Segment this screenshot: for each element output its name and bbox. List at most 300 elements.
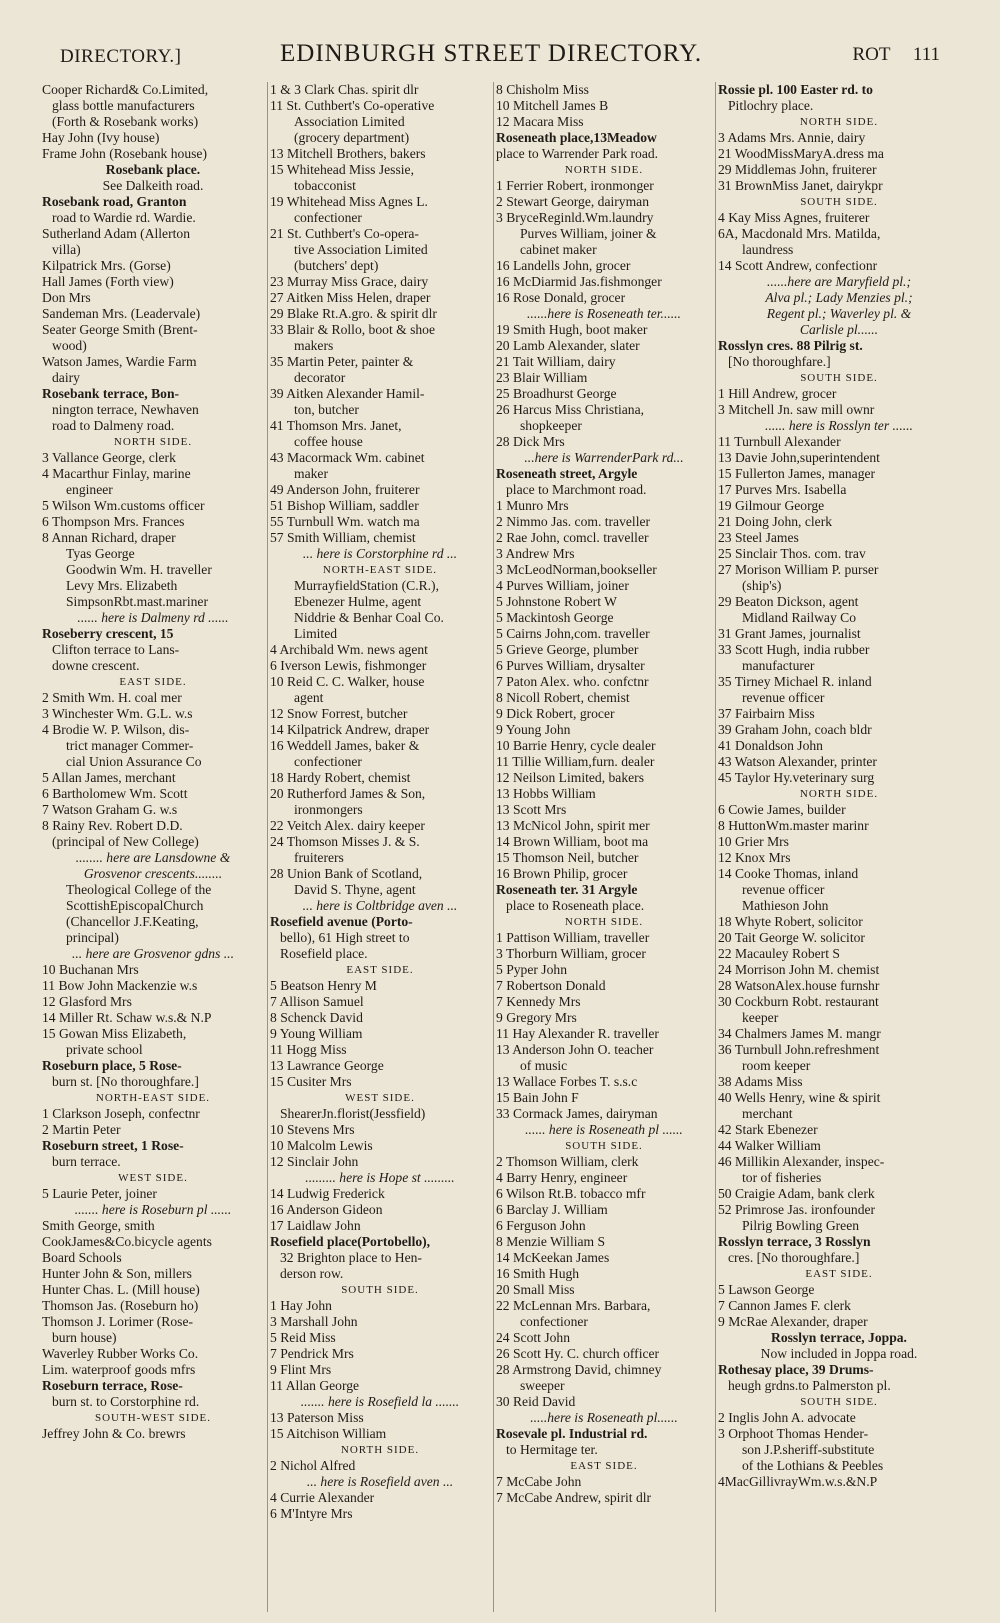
- street-heading: Roseneath street, Argyle: [496, 466, 638, 481]
- directory-entry: fruiterers: [294, 850, 344, 865]
- directory-entry: 24 Thomson Misses J. & S.: [270, 834, 420, 849]
- directory-entry: room keeper: [742, 1058, 811, 1073]
- directory-entry: 14 Kilpatrick Andrew, draper: [270, 722, 430, 737]
- directory-entry: 9 Young William: [270, 1026, 363, 1041]
- directory-entry: 57 Smith William, chemist: [270, 530, 416, 545]
- directory-entry: 41 Thomson Mrs. Janet,: [270, 418, 402, 433]
- directory-entry: villa): [52, 242, 81, 257]
- directory-entry: burn st. to Corstorphine rd.: [52, 1394, 200, 1409]
- directory-entry: ShearerJn.florist(Jessfield): [280, 1106, 426, 1121]
- cross-street-note: ...... here is Dalmeny rd ......: [77, 610, 229, 625]
- cross-street-note: ...here is WarrenderPark rd...: [524, 450, 684, 465]
- column-2: [270, 82, 490, 1612]
- directory-entry: 7 Cannon James F. clerk: [718, 1298, 851, 1313]
- directory-entry: 28 Dick Mrs: [496, 434, 565, 449]
- directory-entry: Limited: [294, 626, 338, 641]
- directory-entry: 8 HuttonWm.master marinr: [718, 818, 869, 833]
- directory-entry: 7 Allison Samuel: [270, 994, 364, 1009]
- directory-entry: 6 M'Intyre Mrs: [270, 1506, 353, 1521]
- directory-entry: 5 Johnstone Robert W: [496, 594, 617, 609]
- directory-entry: 12 Macara Miss: [496, 114, 584, 129]
- directory-entry: 9 Young John: [496, 722, 571, 737]
- directory-entry: 10 Barrie Henry, cycle dealer: [496, 738, 656, 753]
- directory-entry: Tyas George: [66, 546, 135, 561]
- directory-entry: 5 Grieve George, plumber: [496, 642, 639, 657]
- cross-street-note: ... here is Rosefield aven ...: [306, 1474, 454, 1489]
- cross-street-note: ...... here is Rosslyn ter ......: [765, 418, 913, 433]
- directory-entry: 11 Tillie William,furn. dealer: [496, 754, 655, 769]
- directory-entry: 14 Scott Andrew, confectionr: [718, 258, 878, 273]
- directory-entry: Sutherland Adam (Allerton: [42, 226, 190, 241]
- directory-entry: 14 Brown William, boot ma: [496, 834, 649, 849]
- directory-entry: 6 Cowie James, builder: [718, 802, 846, 817]
- directory-entry: Ebenezer Hulme, agent: [294, 594, 422, 609]
- directory-entry: private school: [66, 1042, 143, 1057]
- directory-entry: 25 Sinclair Thos. com. trav: [718, 546, 866, 561]
- directory-entry: Goodwin Wm. H. traveller: [66, 562, 212, 577]
- directory-entry: 12 Sinclair John: [270, 1154, 359, 1169]
- directory-entry: 8 Nicoll Robert, chemist: [496, 690, 630, 705]
- directory-entry: 4 Kay Miss Agnes, fruiterer: [718, 210, 870, 225]
- directory-entry: 35 Martin Peter, painter &: [270, 354, 414, 369]
- directory-entry: 3 Vallance George, clerk: [42, 450, 176, 465]
- directory-entry: 9 Gregory Mrs: [496, 1010, 577, 1025]
- directory-entry: 46 Millikin Alexander, inspec-: [718, 1154, 885, 1169]
- directory-entry: 29 Middlemas John, fruiterer: [718, 162, 877, 177]
- directory-entry: 27 Aitken Miss Helen, draper: [270, 290, 431, 305]
- directory-entry: 8 Chisholm Miss: [496, 82, 589, 97]
- street-heading: Rosebank road, Granton: [42, 194, 187, 209]
- directory-entry: 4 Barry Henry, engineer: [496, 1170, 628, 1185]
- street-heading: Rosevale pl. Industrial rd.: [496, 1426, 648, 1441]
- directory-entry: 16 Landells John, grocer: [496, 258, 631, 273]
- side-label: NORTH SIDE.: [799, 788, 879, 800]
- street-heading: Roseberry crescent, 15: [42, 626, 174, 641]
- side-label: NORTH SIDE.: [799, 116, 879, 128]
- directory-entry: 5 Cairns John,com. traveller: [496, 626, 650, 641]
- directory-entry: CookJames&Co.bicycle agents: [42, 1234, 212, 1249]
- directory-entry: 28 Union Bank of Scotland,: [270, 866, 423, 881]
- directory-entry: 3 Adams Mrs. Annie, dairy: [718, 130, 866, 145]
- directory-entry: 39 Aitken Alexander Hamil-: [270, 386, 425, 401]
- directory-entry: 3 Mitchell Jn. saw mill ownr: [718, 402, 875, 417]
- directory-entry: 20 Small Miss: [496, 1282, 575, 1297]
- directory-entry: confectioner: [294, 210, 362, 225]
- directory-entry: 2 Smith Wm. H. coal mer: [42, 690, 182, 705]
- directory-entry: See Dalkeith road.: [102, 178, 204, 193]
- side-label: NORTH SIDE.: [564, 916, 644, 928]
- directory-entry: laundress: [742, 242, 794, 257]
- directory-entry: 11 Hogg Miss: [270, 1042, 347, 1057]
- directory-entry: downe crescent.: [52, 658, 140, 673]
- directory-entry: 1 Clarkson Joseph, confectnr: [42, 1106, 200, 1121]
- directory-entry: 1 Ferrier Robert, ironmonger: [496, 178, 654, 193]
- directory-entry: 10 Mitchell James B: [496, 98, 609, 113]
- directory-entry: (Forth & Rosebank works): [52, 114, 199, 129]
- directory-entry: David S. Thyne, agent: [294, 882, 416, 897]
- directory-entry: Purves William, joiner &: [520, 226, 657, 241]
- directory-entry: cabinet maker: [520, 242, 597, 257]
- directory-entry: shopkeeper: [520, 418, 582, 433]
- directory-entry: place to Warrender Park road.: [496, 146, 659, 161]
- directory-entry: 9 McRae Alexander, draper: [718, 1314, 868, 1329]
- directory-entry: 15 Whitehead Miss Jessie,: [270, 162, 414, 177]
- directory-entry: Hunter Chas. L. (Mill house): [42, 1282, 200, 1297]
- directory-entry: 33 Scott Hugh, india rubber: [718, 642, 870, 657]
- directory-entry: 7 Paton Alex. who. confctnr: [496, 674, 649, 689]
- page-number: 111: [912, 44, 940, 65]
- directory-entry: 52 Primrose Jas. ironfounder: [718, 1202, 876, 1217]
- directory-entry: 13 Scott Mrs: [496, 802, 567, 817]
- directory-entry: glass bottle manufacturers: [52, 98, 195, 113]
- side-label: NORTH-EAST SIDE.: [322, 564, 438, 576]
- directory-entry: burn terrace.: [52, 1154, 121, 1169]
- cross-street-note: ...... here is Roseneath pl ......: [525, 1122, 683, 1137]
- directory-entry: 9 Dick Robert, grocer: [496, 706, 615, 721]
- directory-entry: 23 Murray Miss Grace, dairy: [270, 274, 429, 289]
- directory-entry: 16 Rose Donald, grocer: [496, 290, 626, 305]
- directory-entry: 36 Turnbull John.refreshment: [718, 1042, 880, 1057]
- directory-entry: son J.P.sheriff-substitute: [742, 1442, 875, 1457]
- cross-street-note: Grosvenor crescents........: [83, 866, 223, 881]
- directory-entry: 4 Archibald Wm. news agent: [270, 642, 428, 657]
- directory-entry: 9 Flint Mrs: [270, 1362, 332, 1377]
- directory-entry: 7 Pendrick Mrs: [270, 1346, 354, 1361]
- cross-street-note: Alva pl.; Lady Menzies pl.;: [765, 290, 913, 305]
- directory-entry: 16 McDiarmid Jas.fishmonger: [496, 274, 662, 289]
- directory-entry: 12 Knox Mrs: [718, 850, 791, 865]
- directory-entry: 42 Stark Ebenezer: [718, 1122, 818, 1137]
- directory-entry: ScottishEpiscopalChurch: [66, 898, 204, 913]
- column-divider: [715, 82, 716, 1612]
- directory-entry: 10 Malcolm Lewis: [270, 1138, 373, 1153]
- directory-entry: 40 Wells Henry, wine & spirit: [718, 1090, 881, 1105]
- directory-entry: 2 Thomson William, clerk: [496, 1154, 639, 1169]
- directory-entry: Clifton terrace to Lans-: [52, 642, 180, 657]
- directory-entry: 14 McKeekan James: [496, 1250, 610, 1265]
- header-title: EDINBURGH STREET DIRECTORY.: [280, 40, 703, 67]
- street-heading: Roseneath ter. 31 Argyle: [496, 882, 638, 897]
- directory-entry: Jeffrey John & Co. brewrs: [42, 1426, 186, 1441]
- directory-entry: 16 Weddell James, baker &: [270, 738, 420, 753]
- directory-entry: 16 Anderson Gideon: [270, 1202, 383, 1217]
- directory-entry: 4 Macarthur Finlay, marine: [42, 466, 191, 481]
- directory-entry: 1 & 3 Clark Chas. spirit dlr: [270, 82, 419, 97]
- directory-entry: 22 McLennan Mrs. Barbara,: [496, 1298, 651, 1313]
- directory-entry: 5 Laurie Peter, joiner: [42, 1186, 157, 1201]
- directory-entry: Hunter John & Son, millers: [42, 1266, 192, 1281]
- directory-entry: 21 Doing John, clerk: [718, 514, 833, 529]
- directory-entry: keeper: [742, 1010, 779, 1025]
- directory-entry: Watson James, Wardie Farm: [42, 354, 197, 369]
- directory-entry: 2 Rae John, comcl. traveller: [496, 530, 649, 545]
- directory-entry: 6 Purves William, drysalter: [496, 658, 645, 673]
- directory-entry: tobacconist: [294, 178, 356, 193]
- directory-entry: 17 Laidlaw John: [270, 1218, 361, 1233]
- directory-entry: 41 Donaldson John: [718, 738, 823, 753]
- directory-entry: Kilpatrick Mrs. (Gorse): [42, 258, 171, 273]
- street-heading: Rosefield place(Portobello),: [270, 1234, 431, 1249]
- side-label: SOUTH SIDE.: [341, 1284, 419, 1296]
- directory-entry: burn house): [52, 1330, 117, 1345]
- directory-entry: 1 Hill Andrew, grocer: [718, 386, 837, 401]
- directory-entry: trict manager Commer-: [66, 738, 194, 753]
- directory-entry: 37 Fairbairn Miss: [718, 706, 815, 721]
- directory-entry: 14 Miller Rt. Schaw w.s.& N.P: [42, 1010, 212, 1025]
- directory-entry: 29 Beaton Dickson, agent: [718, 594, 859, 609]
- directory-entry: Levy Mrs. Elizabeth: [66, 578, 178, 593]
- directory-entry: 8 Rainy Rev. Robert D.D.: [42, 818, 183, 833]
- cross-street-note: Carlisle pl......: [799, 322, 879, 337]
- directory-entry: Cooper Richard& Co.Limited,: [42, 82, 209, 97]
- directory-entry: 15 Cusiter Mrs: [270, 1074, 352, 1089]
- directory-entry: 15 Thomson Neil, butcher: [496, 850, 639, 865]
- directory-entry: 27 Morison William P. purser: [718, 562, 879, 577]
- directory-entry: of the Lothians & Peebles: [742, 1458, 884, 1473]
- directory-entry: 2 Inglis John A. advocate: [718, 1410, 856, 1425]
- directory-entry: 6 Barclay J. William: [496, 1202, 608, 1217]
- directory-entry: SimpsonRbt.mast.mariner: [66, 594, 208, 609]
- column-4: [718, 82, 960, 1612]
- directory-entry: principal): [66, 930, 119, 945]
- cross-street-note: ... here is Corstorphine rd ...: [302, 546, 458, 561]
- street-heading: Rosebank terrace, Bon-: [42, 386, 180, 401]
- directory-entry: tive Association Limited: [294, 242, 428, 257]
- directory-entry: road to Wardie rd. Wardie.: [52, 210, 196, 225]
- directory-entry: 16 Smith Hugh: [496, 1266, 580, 1281]
- directory-entry: Hay John (Ivy house): [42, 130, 160, 145]
- cross-street-note: Regent pl.; Waverley pl. &: [766, 306, 912, 321]
- directory-entry: 19 Gilmour George: [718, 498, 825, 513]
- directory-entry: 24 Morrison John M. chemist: [718, 962, 880, 977]
- directory-entry: 13 Davie John,superintendent: [718, 450, 880, 465]
- directory-entry: tor of fisheries: [742, 1170, 822, 1185]
- directory-entry: to Hermitage ter.: [506, 1442, 598, 1457]
- directory-entry: cial Union Assurance Co: [66, 754, 202, 769]
- directory-entry: revenue officer: [742, 690, 825, 705]
- header-right: [834, 44, 940, 66]
- street-heading: Rothesay place, 39 Drums-: [718, 1362, 874, 1377]
- directory-entry: 35 Tirney Michael R. inland: [718, 674, 872, 689]
- side-label: SOUTH SIDE.: [800, 196, 878, 208]
- directory-entry: dairy: [52, 370, 80, 385]
- street-heading: Roseburn place, 5 Rose-: [42, 1058, 182, 1073]
- directory-entry: 10 Grier Mrs: [718, 834, 789, 849]
- directory-entry: ironmongers: [294, 802, 363, 817]
- directory-entry: 22 Veitch Alex. dairy keeper: [270, 818, 425, 833]
- street-heading: Roseneath place,13Meadow: [496, 130, 657, 145]
- side-label: WEST SIDE.: [118, 1172, 188, 1184]
- directory-entry: 12 Snow Forrest, butcher: [270, 706, 408, 721]
- street-heading: Rossie pl. 100 Easter rd. to: [718, 82, 873, 97]
- side-label: NORTH-EAST SIDE.: [95, 1092, 211, 1104]
- directory-entry: 15 Bain John F: [496, 1090, 579, 1105]
- directory-entry: 21 St. Cuthbert's Co-opera-: [270, 226, 419, 241]
- directory-entry: makers: [294, 338, 334, 353]
- directory-entry: 5 Mackintosh George: [496, 610, 614, 625]
- directory-entry: 15 Aitchison William: [270, 1426, 387, 1441]
- directory-entry: Association Limited: [294, 114, 405, 129]
- directory-entry: place to Marchmont road.: [506, 482, 647, 497]
- directory-entry: confectioner: [294, 754, 362, 769]
- page-header: [60, 38, 940, 78]
- street-heading: Rosefield avenue (Porto-: [270, 914, 413, 929]
- directory-entry: 28 Armstrong David, chimney: [496, 1362, 662, 1377]
- directory-entry: of music: [520, 1058, 568, 1073]
- cross-street-note: ......here is Roseneath ter......: [527, 306, 681, 321]
- directory-entry: decorator: [294, 370, 346, 385]
- street-heading: Roseburn terrace, Rose-: [42, 1378, 183, 1393]
- directory-entry: 12 Glasford Mrs: [42, 994, 132, 1009]
- directory-entry: 2 Stewart George, dairyman: [496, 194, 650, 209]
- directory-entry: revenue officer: [742, 882, 825, 897]
- directory-entry: 18 Hardy Robert, chemist: [270, 770, 411, 785]
- side-label: EAST SIDE.: [805, 1268, 873, 1280]
- directory-entry: 13 Lawrance George: [270, 1058, 384, 1073]
- directory-entry: 33 Cormack James, dairyman: [496, 1106, 658, 1121]
- directory-entry: 43 Watson Alexander, printer: [718, 754, 877, 769]
- directory-entry: 7 McCabe John: [496, 1474, 582, 1489]
- directory-entry: 15 Fullerton James, manager: [718, 466, 876, 481]
- side-label: NORTH SIDE.: [564, 164, 644, 176]
- directory-entry: 6 Bartholomew Wm. Scott: [42, 786, 188, 801]
- directory-columns: [42, 82, 960, 1612]
- directory-entry: 15 Gowan Miss Elizabeth,: [42, 1026, 187, 1041]
- directory-entry: 7 Kennedy Mrs: [496, 994, 581, 1009]
- directory-entry: 25 Broadhurst George: [496, 386, 617, 401]
- side-label: SOUTH-WEST SIDE.: [94, 1412, 211, 1424]
- directory-entry: 13 Paterson Miss: [270, 1410, 364, 1425]
- directory-entry: 3 BryceReginld.Wm.laundry: [496, 210, 654, 225]
- directory-entry: Lim. waterproof goods mfrs: [42, 1362, 196, 1377]
- directory-entry: sweeper: [520, 1378, 565, 1393]
- directory-entry: 7 Watson Graham G. w.s: [42, 802, 178, 817]
- directory-entry: Frame John (Rosebank house): [42, 146, 207, 161]
- directory-entry: 4 Purves William, joiner: [496, 578, 629, 593]
- directory-entry: merchant: [742, 1106, 793, 1121]
- directory-entry: 6 Ferguson John: [496, 1218, 586, 1233]
- directory-entry: 24 Scott John: [496, 1330, 571, 1345]
- directory-entry: 51 Bishop William, saddler: [270, 498, 419, 513]
- directory-entry: 6 Iverson Lewis, fishmonger: [270, 658, 427, 673]
- directory-entry: 22 Macauley Robert S: [718, 946, 840, 961]
- directory-entry: 26 Harcus Miss Christiana,: [496, 402, 645, 417]
- directory-entry: 11 Hay Alexander R. traveller: [496, 1026, 659, 1041]
- directory-entry: 10 Reid C. C. Walker, house: [270, 674, 425, 689]
- cross-street-note: ... here are Grosvenor gdns ...: [72, 946, 234, 961]
- directory-entry: 2 Nichol Alfred: [270, 1458, 356, 1473]
- directory-entry: Midland Railway Co: [742, 610, 857, 625]
- side-label: NORTH SIDE.: [340, 1444, 420, 1456]
- directory-entry: (ship's): [742, 578, 782, 593]
- directory-entry: heugh grdns.to Palmerston pl.: [728, 1378, 891, 1393]
- directory-entry: 33 Blair & Rollo, boot & shoe: [270, 322, 436, 337]
- directory-entry: 11 Allan George: [270, 1378, 360, 1393]
- directory-entry: 21 Tait William, dairy: [496, 354, 616, 369]
- street-heading: Rosslyn terrace, 3 Rosslyn: [718, 1234, 871, 1249]
- directory-entry: 34 Chalmers James M. mangr: [718, 1026, 881, 1041]
- directory-entry: road to Dalmeny road.: [52, 418, 175, 433]
- directory-entry: 39 Graham John, coach bldr: [718, 722, 872, 737]
- street-heading: Rosslyn terrace, Joppa.: [771, 1330, 907, 1345]
- directory-entry: coffee house: [294, 434, 363, 449]
- directory-entry: 7 Robertson Donald: [496, 978, 606, 993]
- directory-entry: confectioner: [520, 1314, 588, 1329]
- header-section-label: DIRECTORY.]: [60, 46, 182, 67]
- directory-entry: (Chancellor J.F.Keating,: [66, 914, 199, 929]
- directory-entry: 28 WatsonAlex.house furnshr: [718, 978, 880, 993]
- side-label: SOUTH SIDE.: [800, 1396, 878, 1408]
- directory-entry: 18 Whyte Robert, solicitor: [718, 914, 863, 929]
- directory-entry: 4 Currie Alexander: [270, 1490, 375, 1505]
- directory-entry: derson row.: [280, 1266, 344, 1281]
- column-1: [42, 82, 264, 1612]
- directory-entry: (grocery department): [294, 130, 410, 145]
- directory-entry: 10 Stevens Mrs: [270, 1122, 355, 1137]
- directory-entry: Sandeman Mrs. (Leadervale): [42, 306, 201, 321]
- directory-entry: 11 Bow John Mackenzie w.s: [42, 978, 198, 993]
- directory-entry: 2 Martin Peter: [42, 1122, 121, 1137]
- cross-street-note: ....... here is Rosefield la .......: [300, 1394, 460, 1409]
- directory-entry: 13 McNicol John, spirit mer: [496, 818, 650, 833]
- directory-entry: 23 Blair William: [496, 370, 588, 385]
- header-code: ROT: [852, 44, 891, 65]
- directory-entry: 5 Beatson Henry M: [270, 978, 377, 993]
- directory-entry: 19 Whitehead Miss Agnes L.: [270, 194, 428, 209]
- directory-entry: 14 Cooke Thomas, inland: [718, 866, 859, 881]
- directory-entry: 3 Andrew Mrs: [496, 546, 575, 561]
- directory-entry: 5 Lawson George: [718, 1282, 815, 1297]
- column-3: [496, 82, 712, 1612]
- side-label: WEST SIDE.: [345, 1092, 415, 1104]
- directory-entry: Board Schools: [42, 1250, 122, 1265]
- column-divider: [267, 82, 268, 1612]
- directory-entry: 49 Anderson John, fruiterer: [270, 482, 420, 497]
- cross-street-note: .....here is Roseneath pl......: [530, 1410, 678, 1425]
- directory-entry: Pitlochry place.: [728, 98, 814, 113]
- directory-entry: cres. [No thoroughfare.]: [728, 1250, 860, 1265]
- directory-entry: 1 Pattison William, traveller: [496, 930, 650, 945]
- directory-entry: 5 Pyper John: [496, 962, 567, 977]
- directory-entry: 10 Buchanan Mrs: [42, 962, 139, 977]
- directory-entry: 20 Tait George W. solicitor: [718, 930, 865, 945]
- directory-entry: 1 Munro Mrs: [496, 498, 569, 513]
- street-heading: Roseburn street, 1 Rose-: [42, 1138, 184, 1153]
- directory-entry: maker: [294, 466, 328, 481]
- directory-entry: 6A, Macdonald Mrs. Matilda,: [718, 226, 881, 241]
- directory-entry: Don Mrs: [42, 290, 91, 305]
- directory-entry: 8 Menzie William S: [496, 1234, 606, 1249]
- street-heading: Rosslyn cres. 88 Pilrig st.: [718, 338, 863, 353]
- directory-entry: 3 McLeodNorman,bookseller: [496, 562, 657, 577]
- directory-entry: agent: [294, 690, 324, 705]
- directory-entry: 7 McCabe Andrew, spirit dlr: [496, 1490, 652, 1505]
- directory-entry: Smith George, smith: [42, 1218, 155, 1233]
- directory-entry: 16 Brown Philip, grocer: [496, 866, 628, 881]
- directory-entry: Thomson J. Lorimer (Rose-: [42, 1314, 194, 1329]
- cross-street-note: ......... here is Hope st .........: [305, 1170, 455, 1185]
- directory-entry: 50 Craigie Adam, bank clerk: [718, 1186, 875, 1201]
- directory-entry: 14 Ludwig Frederick: [270, 1186, 385, 1201]
- directory-entry: 4MacGillivrayWm.w.s.&N.P: [718, 1474, 878, 1489]
- directory-entry: MurrayfieldStation (C.R.),: [294, 578, 439, 593]
- directory-entry: 20 Rutherford James & Son,: [270, 786, 426, 801]
- directory-entry: 1 Hay John: [270, 1298, 332, 1313]
- directory-entry: 12 Neilson Limited, bakers: [496, 770, 644, 785]
- directory-entry: Pilrig Bowling Green: [742, 1218, 860, 1233]
- side-label: SOUTH SIDE.: [565, 1140, 643, 1152]
- directory-entry: 2 Nimmo Jas. com. traveller: [496, 514, 651, 529]
